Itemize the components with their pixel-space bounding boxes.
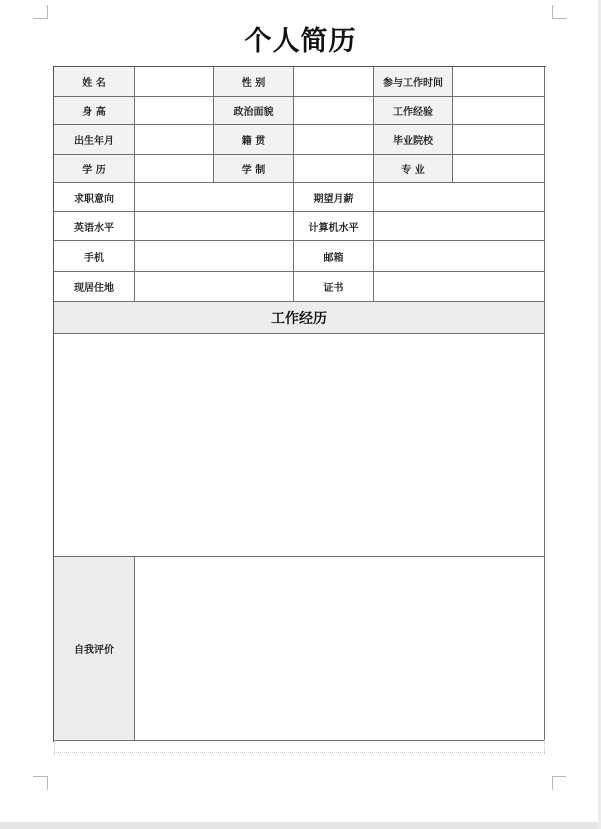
crop-mark xyxy=(33,776,47,777)
crop-mark xyxy=(47,5,48,19)
label-address: 现居住地 xyxy=(54,272,135,302)
label-work-experience: 工作经验 xyxy=(374,97,453,125)
label-birth-date: 出生年月 xyxy=(54,125,135,155)
label-political-status: 政治面貌 xyxy=(214,97,294,125)
resume-title: 个人简历 xyxy=(244,26,357,57)
crop-mark xyxy=(552,776,553,790)
label-work-start: 参与工作时间 xyxy=(374,67,453,97)
label-major: 专 业 xyxy=(374,155,453,183)
label-native-place: 籍 贯 xyxy=(214,125,294,155)
label-height: 身 高 xyxy=(54,97,135,125)
label-job-intention: 求职意向 xyxy=(54,183,135,212)
crop-mark xyxy=(552,776,566,777)
label-name: 姓 名 xyxy=(54,67,135,97)
page-dotted-line xyxy=(544,740,545,754)
page-dotted-line xyxy=(54,740,55,754)
self-evaluation-label: 自我评价 xyxy=(54,557,135,741)
label-study-length: 学 制 xyxy=(214,155,294,183)
label-education: 学 历 xyxy=(54,155,135,183)
page-dotted-line xyxy=(54,752,545,753)
label-computer-level: 计算机水平 xyxy=(294,212,374,241)
label-school: 毕业院校 xyxy=(374,125,453,155)
label-english-level: 英语水平 xyxy=(54,212,135,241)
crop-mark xyxy=(552,18,566,19)
table-frame xyxy=(53,66,546,742)
crop-mark xyxy=(47,776,48,790)
label-certificate: 证书 xyxy=(294,272,374,302)
label-expected-salary: 期望月薪 xyxy=(294,183,374,212)
work-experience-header: 工作经历 xyxy=(54,302,545,334)
page-bottom-edge xyxy=(0,822,601,829)
crop-mark xyxy=(33,18,47,19)
label-email: 邮箱 xyxy=(294,241,374,272)
crop-mark xyxy=(552,5,553,19)
label-phone: 手机 xyxy=(54,241,135,272)
label-gender: 性 别 xyxy=(214,67,294,97)
